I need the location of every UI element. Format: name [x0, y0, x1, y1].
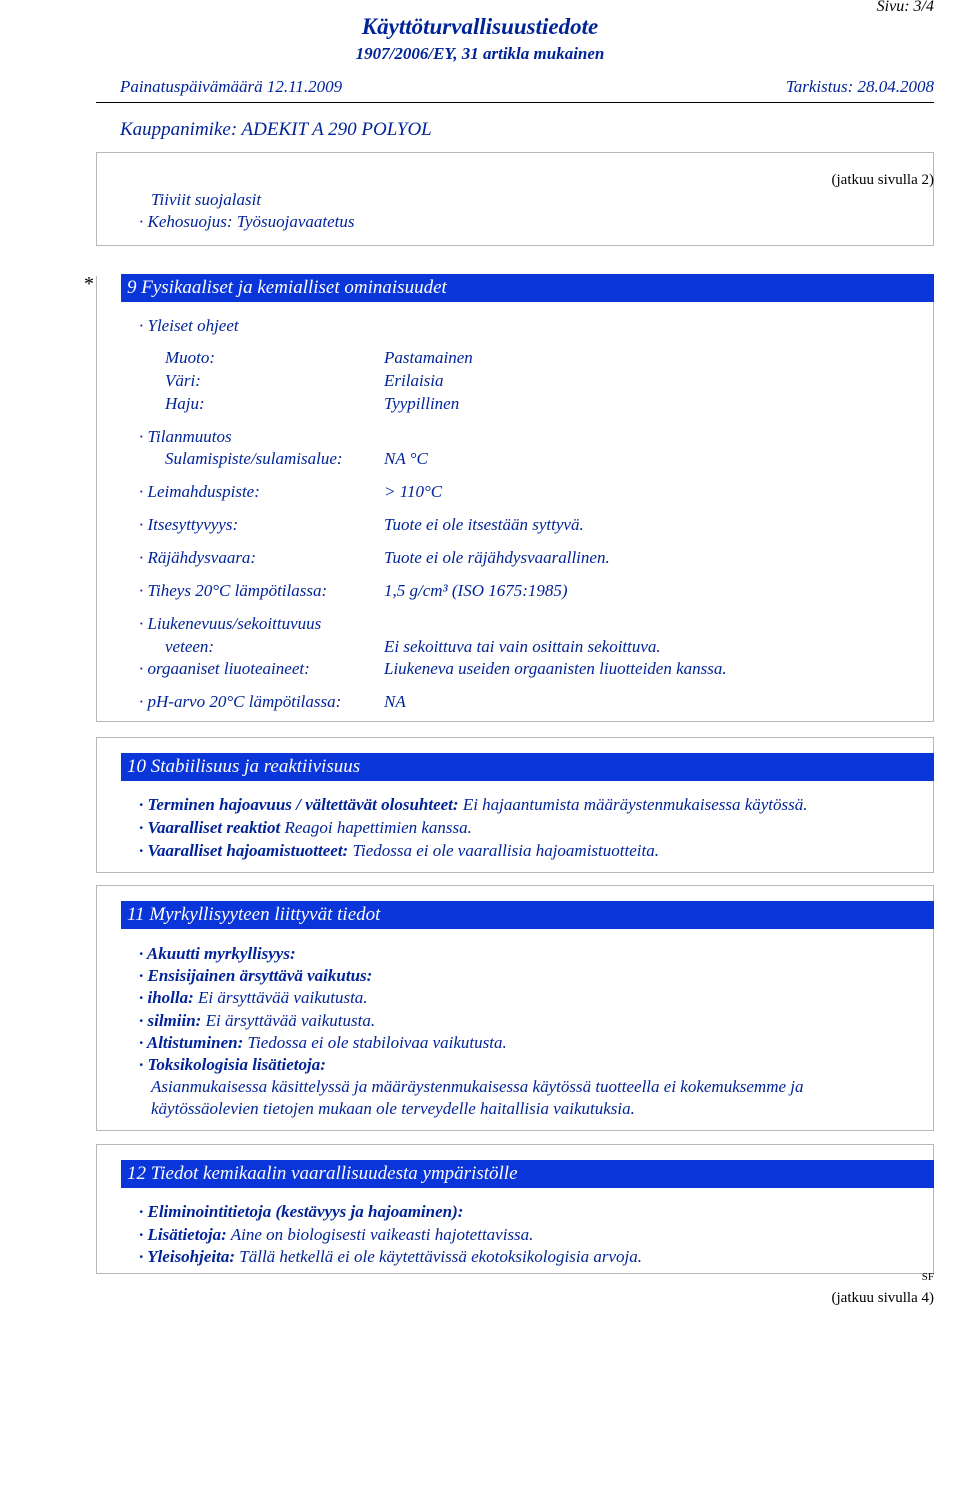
exposure-value: Tiedossa ei ole stabiloivaa vaikutusta.	[243, 1033, 507, 1052]
state-change-label: · Tilanmuutos	[139, 427, 232, 446]
document-title: Käyttöturvallisuustiedote	[361, 14, 599, 39]
change-marker: *	[84, 273, 94, 295]
eyes-row	[139, 1011, 375, 1031]
organic-solvents-value: Liukeneva useiden orgaanisten liuotteiden kanssa.	[384, 659, 727, 678]
general-notes-value: Tällä hetkellä ei ole käytettävissä ekotoksikologisia arvoja.	[235, 1247, 642, 1266]
revision-date: Tarkistus: 28.04.2008	[785, 77, 934, 96]
reactions-value: Reagoi hapettimien kanssa.	[280, 818, 472, 837]
decomposition-row	[139, 841, 659, 861]
reactions-label: · Vaaralliset reaktiot	[139, 818, 281, 837]
organic-solvents-label: · orgaaniset liuoteaineet:	[139, 659, 310, 678]
self-ignition-label: · Itsesyttyvyys:	[139, 515, 239, 534]
trade-name: Kauppanimike: ADEKIT A 290 POLYOL	[120, 119, 432, 140]
ph-value: NA	[384, 692, 406, 711]
density-label: · Tiheys 20°C lämpötilassa:	[139, 581, 328, 600]
body-protection-row	[139, 212, 354, 232]
general-info-label: · Yleiset ohjeet	[139, 316, 239, 335]
header-divider	[96, 102, 934, 103]
reactions-row	[139, 818, 472, 838]
section12-heading: 12 Tiedot kemikaalin vaarallisuudesta ympäristölle	[121, 1160, 934, 1188]
melting-label: Sulamispiste/sulamisalue:	[165, 449, 343, 468]
section10-heading: 10 Stabiilisuus ja reaktiivisuus	[121, 753, 934, 781]
odor-value: Tyypillinen	[384, 394, 460, 413]
section11-heading: 11 Myrkyllisyyteen liittyvät tiedot	[121, 901, 934, 929]
toxicology-extra-line2: käytössäolevien tietojen mukaan ole terveydelle haitallisia vaikutuksia.	[151, 1099, 635, 1118]
general-notes-row	[139, 1247, 642, 1267]
form-value: Pastamainen	[384, 348, 473, 367]
explosion-label: · Räjähdysvaara:	[139, 548, 257, 567]
general-notes-label: · Yleisohjeita:	[139, 1247, 236, 1266]
thermal-label: · Terminen hajoavuus / vältettävät olosuhteet:	[139, 795, 459, 814]
color-value: Erilaisia	[384, 371, 444, 390]
continued-to: (jatkuu sivulla 4)	[831, 1290, 934, 1306]
toxicology-extra-label: · Toksikologisia lisätietoja:	[139, 1055, 326, 1074]
document-subtitle: 1907/2006/EY, 31 artikla mukainen	[355, 44, 605, 63]
form-label: Muoto:	[165, 348, 216, 367]
decomposition-value: Tiedossa ei ole vaarallisia hajoamistuotteita.	[348, 841, 659, 860]
solubility-label: · Liukenevuus/sekoittuvuus	[139, 614, 322, 633]
body-protection-label: · Kehosuojus:	[139, 212, 233, 231]
toxicology-extra-line1: Asianmukaisessa käsittelyssä ja määräystenmukaisessa käytössä tuotteella ei kokemuksemme ja	[151, 1077, 804, 1096]
more-info-label: · Lisätietoja:	[139, 1225, 227, 1244]
exposure-row	[139, 1033, 507, 1053]
flash-point-label: · Leimahduspiste:	[139, 482, 260, 501]
ph-label: · pH-arvo 20°C lämpötilassa:	[139, 692, 342, 711]
safety-goggles-text: Tiiviit suojalasit	[151, 190, 262, 209]
section9-heading: 9 Fysikaaliset ja kemialliset ominaisuudet	[121, 274, 934, 302]
flash-point-value: > 110°C	[384, 482, 443, 501]
acute-toxicity-label: · Akuutti myrkyllisyys:	[139, 944, 296, 963]
thermal-row	[139, 795, 808, 815]
body-protection-value: Työsuojavaatetus	[232, 212, 355, 231]
primary-irritant-label: · Ensisijainen ärsyttävä vaikutus:	[139, 966, 373, 985]
decomposition-label: · Vaaralliset hajoamistuotteet:	[139, 841, 349, 860]
eyes-label: · silmiin:	[139, 1011, 202, 1030]
skin-row	[139, 988, 368, 1008]
skin-label: · iholla:	[139, 988, 194, 1007]
skin-value: Ei ärsyttävää vaikutusta.	[193, 988, 368, 1007]
self-ignition-value: Tuote ei ole itsestään syttyvä.	[384, 515, 584, 534]
color-label: Väri:	[165, 371, 201, 390]
continued-from: (jatkuu sivulla 2)	[831, 172, 934, 188]
water-value: Ei sekoittuva tai vain osittain sekoittuva.	[384, 637, 661, 656]
density-value: 1,5 g/cm³ (ISO 1675:1985)	[384, 581, 568, 600]
water-label: veteen:	[165, 637, 215, 656]
language-code: SF	[921, 1271, 934, 1283]
more-info-value: Aine on biologisesti vaikeasti hajotettavissa.	[226, 1225, 534, 1244]
exposure-label: · Altistuminen:	[139, 1033, 244, 1052]
page-number: Sivu: 3/4	[876, 0, 934, 15]
print-date: Painatuspäivämäärä 12.11.2009	[120, 77, 343, 96]
melting-value: NA °C	[384, 449, 428, 468]
explosion-value: Tuote ei ole räjähdysvaarallinen.	[384, 548, 610, 567]
eyes-value: Ei ärsyttävää vaikutusta.	[201, 1011, 376, 1030]
more-info-row	[139, 1225, 533, 1245]
odor-label: Haju:	[165, 394, 205, 413]
elimination-label: · Eliminointitietoja (kestävyys ja hajoaminen):	[139, 1202, 464, 1221]
thermal-value: Ei hajaantumista määräystenmukaisessa käytössä.	[458, 795, 808, 814]
